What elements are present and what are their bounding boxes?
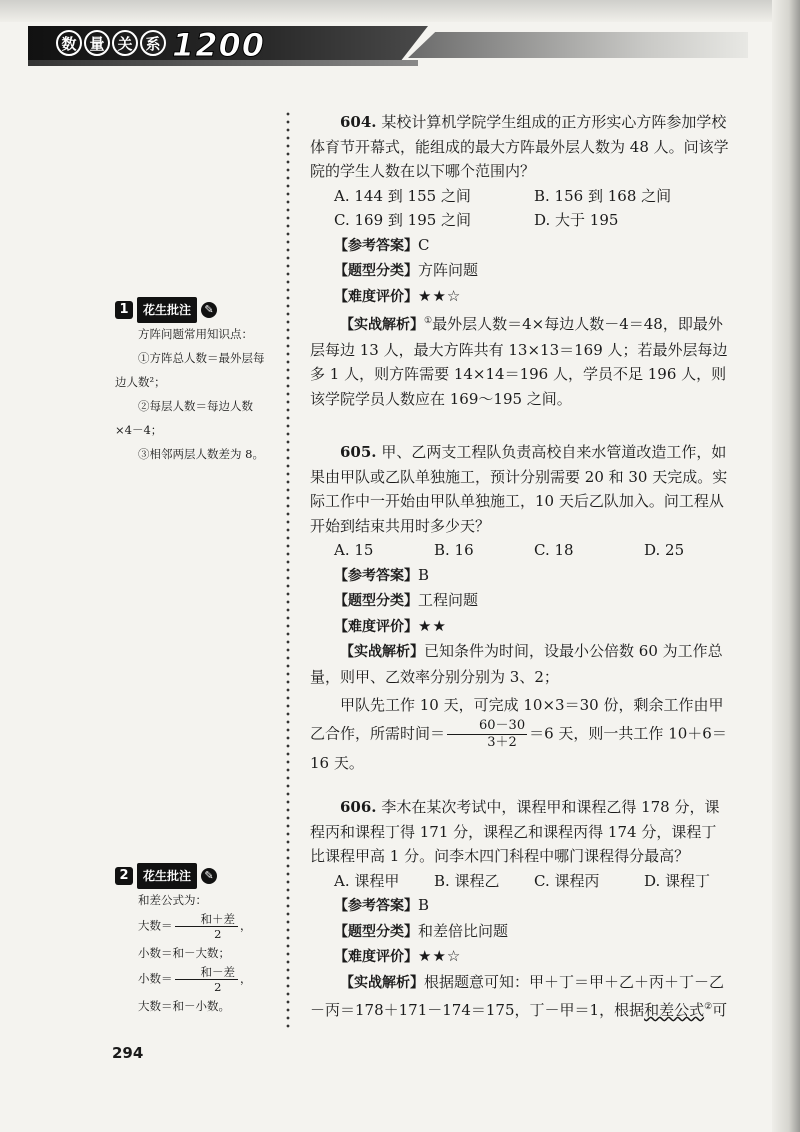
note-line: 小数＝和－大数； — [138, 946, 230, 960]
fraction-bottom: 2 — [214, 927, 222, 941]
analysis — [310, 309, 730, 411]
answer-label: 【参考答案】 — [334, 237, 418, 254]
answer-value: B — [418, 896, 430, 914]
title-char: 量 — [84, 30, 110, 56]
header-number: 1200 — [172, 26, 266, 64]
option-a: A. 课程甲 — [334, 871, 400, 890]
fraction-top: 和＋差 — [175, 912, 239, 927]
fraction — [175, 965, 239, 994]
side-note-2 — [115, 866, 265, 1018]
fraction-bottom: 3＋2 — [487, 734, 517, 750]
option-a: A. 144 到 155 之间 — [334, 186, 471, 205]
difficulty-stars: ★★☆ — [418, 286, 462, 305]
scan-shadow-top — [0, 0, 800, 22]
type-row — [334, 919, 730, 945]
answer-row — [334, 563, 730, 589]
option-c: C. 课程丙 — [534, 871, 600, 890]
formula-end: ， — [240, 918, 252, 933]
difficulty-row — [334, 944, 730, 970]
question-stem — [310, 795, 730, 869]
type-value: 和差倍比问题 — [418, 921, 509, 940]
difficulty-stars: ★★☆ — [418, 947, 462, 965]
analysis-label: 【实战解析】 — [340, 974, 424, 991]
type-label: 【题型分类】 — [334, 263, 418, 279]
stem-text: 某校计算机学院学生组成的正方形实心方阵参加学校体育节开幕式，能组成的最大方阵最外层人数为 48 人。问该学院的学生人数在以下哪个范围内？ — [310, 113, 729, 180]
question-number: 605. — [340, 443, 377, 461]
difficulty-row — [334, 614, 730, 640]
question-605 — [310, 440, 730, 775]
fraction-top: 和－差 — [175, 965, 239, 980]
fraction-bottom: 2 — [214, 980, 222, 994]
analysis-text: 已知条件为时间，设最小公倍数 60 为工作总量，则甲、乙效率分别分别为 3、2； — [310, 642, 723, 686]
formula-end: ， — [240, 971, 252, 986]
title-char: 系 — [140, 30, 166, 56]
analysis — [310, 639, 730, 689]
type-row — [334, 588, 730, 614]
option-c: C. 18 — [534, 541, 574, 559]
pencil-icon: ✎ — [201, 302, 217, 318]
analysis-note-mark: ② — [704, 1002, 713, 1012]
difficulty-label: 【难度评价】 — [334, 618, 418, 635]
analysis-text: 根据题意可知：甲＋丁＝甲＋乙＋丙＋丁－乙－丙＝178＋171－174＝175，丁－甲＝1，根据 — [310, 972, 725, 1019]
analysis — [310, 970, 730, 1023]
side-note-1 — [115, 300, 265, 466]
pencil-icon: ✎ — [201, 868, 217, 884]
note-number: 2 — [115, 867, 133, 885]
difficulty-label: 【难度评价】 — [334, 288, 418, 305]
note-tag: 花生批注 — [137, 863, 197, 889]
question-604 — [310, 110, 730, 411]
difficulty-label: 【难度评价】 — [334, 949, 418, 965]
difficulty-stars: ★★ — [418, 616, 447, 635]
note-line: ②每层人数＝每边人数×4－4； — [115, 399, 253, 437]
answer-label: 【参考答案】 — [334, 898, 418, 914]
question-606 — [310, 795, 730, 1023]
question-stem — [310, 110, 730, 184]
option-a: A. 15 — [334, 541, 374, 559]
type-value: 工程问题 — [418, 591, 479, 609]
analysis-text: 可 — [712, 1001, 728, 1019]
option-b: B. 课程乙 — [434, 871, 500, 890]
type-row — [334, 258, 730, 284]
answer-value: C — [418, 235, 430, 254]
option-d: D. 课程丁 — [644, 871, 711, 890]
stem-text: 李木在某次考试中，课程甲和课程乙得 178 分，课程丙和课程丁得 171 分，课程乙和课程丙得 174 分，课程丁比课程甲高 1 分。问李木四门科程中哪门课程得分最高？ — [310, 798, 720, 865]
title-char: 数 — [56, 30, 82, 56]
note-line: ③相邻两层人数差为 8。 — [138, 447, 264, 461]
question-number: 604. — [340, 113, 377, 131]
note-header — [115, 866, 265, 886]
stem-text: 甲、乙两支工程队负责高校自来水管道改造工作，如果由甲队或乙队单独施工，预计分别需要 20 和 30 天完成。实际工作中一开始由甲队单独施工，10 天后乙队加入。问工程从开始到结束共用时多少天？ — [310, 443, 728, 535]
formula-small — [115, 965, 265, 994]
options — [334, 184, 730, 233]
type-value: 方阵问题 — [418, 261, 479, 279]
type-label: 【题型分类】 — [334, 593, 418, 609]
note-line: 大数＝和－小数。 — [138, 999, 230, 1013]
answer-value: B — [418, 565, 430, 584]
note-header — [115, 300, 265, 320]
fraction — [447, 718, 527, 751]
header-banner-stripe — [408, 32, 748, 58]
analysis-label: 【实战解析】 — [340, 317, 424, 333]
question-number: 606. — [340, 798, 377, 816]
fraction-top: 60－30 — [447, 718, 527, 735]
analysis-continued — [310, 693, 730, 775]
column-divider — [285, 110, 291, 1030]
answer-label: 【参考答案】 — [334, 567, 418, 584]
option-b: B. 156 到 168 之间 — [534, 186, 672, 205]
note-line: ①方阵总人数＝最外层每边人数²； — [115, 351, 265, 389]
option-d: D. 25 — [644, 541, 685, 559]
analysis-text: 最外层人数＝4×每边人数－4＝48，即最外层每边 13 人，最大方阵共有 13×13＝169 人；若最外层每边多 1 人，则方阵需要 14×14＝196 人，学员不足 196 人，则该学院学员人数应在 169～195 之间。 — [310, 315, 728, 408]
note-tag: 花生批注 — [137, 297, 197, 323]
formula-left: 小数＝ — [138, 971, 173, 986]
analysis-text: ＝6 天，则一共工作 10＋6＝16 天。 — [310, 724, 727, 772]
note-line: 和差公式为： — [138, 893, 207, 907]
note-line: 方阵问题常用知识点： — [138, 327, 253, 341]
answer-row — [334, 893, 730, 919]
difficulty-row — [334, 284, 730, 310]
option-c: C. 169 到 195 之间 — [334, 211, 472, 229]
answer-row — [334, 233, 730, 259]
type-label: 【题型分类】 — [334, 923, 418, 940]
formula-left: 大数＝ — [138, 918, 173, 933]
formula-large — [115, 912, 265, 941]
option-b: B. 16 — [434, 541, 474, 559]
options — [334, 538, 730, 563]
title-char: 关 — [112, 30, 138, 56]
scan-shadow-right — [772, 0, 800, 1132]
page-number: 294 — [112, 1044, 144, 1062]
analysis-text: 甲队先工作 10 天，可完成 10×3＝30 份，剩余工作由甲乙合作，所需时间＝ — [310, 696, 724, 742]
fraction — [175, 912, 239, 941]
option-d: D. 大于 195 — [534, 211, 619, 229]
analysis-note-mark: ① — [424, 316, 433, 326]
header-title — [56, 30, 166, 56]
analysis-label: 【实战解析】 — [340, 644, 424, 660]
question-stem — [310, 440, 730, 538]
options — [334, 869, 730, 894]
note-number: 1 — [115, 301, 133, 319]
formula-reference: 和差公式 — [644, 1001, 705, 1019]
